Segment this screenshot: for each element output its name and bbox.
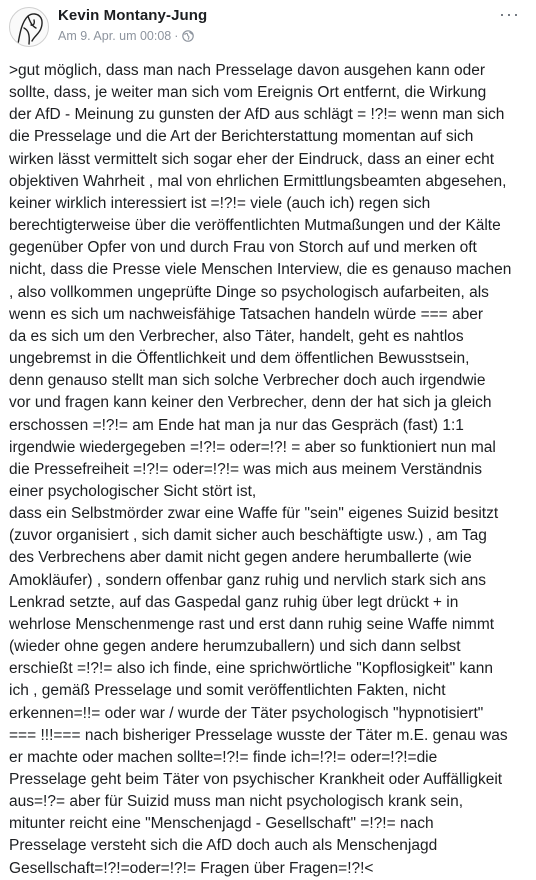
post-text-line: === !!!=== nach bisheriger Presselage wusste der Täter m.E. genau was <box>9 726 508 744</box>
post-text-line: Presselage versteht sich die AfD doch auch als Menschenjagd <box>9 837 438 855</box>
post-text-line: die Pressefreiheit =!?!= oder=!?!= was mich aus meinem Verständnis <box>9 460 482 478</box>
post-text-line: sollte, dass, je weiter man sich vom Ereignis Ort entfernt, die Wirkung <box>9 84 487 102</box>
post-text-line: gegenüber Opfer von und durch Frau von Storch auf und merken oft <box>9 239 477 257</box>
post-text-line: erschießt =!?!= also ich finde, eine sprichwörtliche "Kopflosigkeit" kann <box>9 660 494 678</box>
post-text-line: einer psychologischer Sicht stört ist, <box>9 482 257 500</box>
post-text-line: Gesellschaft=!?!=oder=!?!= Fragen über Fragen=!?!< <box>9 859 374 877</box>
author-name[interactable]: Kevin Montany-Jung <box>58 7 208 24</box>
post-text-line: ich , gemäß Presselage und somit veröffentlichten Fakten, nicht <box>9 682 446 700</box>
post-text-line: wenn es sich um nachweisfähige Tatsachen handeln würde === aber <box>9 305 484 323</box>
post-text-line: >gut möglich, dass man nach Presselage davon ausgehen kann oder <box>9 62 486 79</box>
line-drawing-avatar-icon <box>10 8 49 47</box>
post-text-line: ungebremst in die Öffentlichkeit und dem öffentlichen Bewusstsein, <box>9 350 470 368</box>
post-text-line: die Presselage und die Art der Berichterstattung momentan auf sich <box>9 128 474 146</box>
post-text-line: wehrlose Menschenmenge rast und erst dann ruhig seine Waffe nimmt <box>9 615 495 633</box>
post-text-line: erschossen =!?!= am Ende hat man ja nur das Gespräch (fast) 1:1 <box>9 416 464 434</box>
post-meta <box>58 29 194 43</box>
post-text-line: (zuvor organisiert , sich damit sicher auch beschäftigte usw.) , am Tag <box>9 527 487 545</box>
post-text-line: nicht, dass die Presse viele Menschen Interview, die es genauso machen <box>9 261 512 279</box>
post-text-line: vor und fragen kann keiner den Verbrecher, denn der hat sich ja gleich <box>9 394 492 412</box>
post-text-line: denn genauso stellt man sich solche Verbrecher doch auch irgendwie <box>9 372 486 390</box>
globe-icon[interactable] <box>182 30 194 42</box>
post-text-line: , also vollkommen ungeprüfte Dinge so psychologisch aufarbeiten, als <box>9 283 489 301</box>
avatar[interactable] <box>9 7 49 47</box>
post-text <box>9 60 529 880</box>
post-text-line: dass ein Selbstmörder zwar eine Waffe für "sein" eigenes Suizid besitzt <box>9 505 499 523</box>
post-text-line: irgendwie wiedergegeben =!?!= oder=!?! = aber so funktioniert nun mal <box>9 438 496 456</box>
post-text-line: des Verbrechens aber damit nicht gegen andere herumballerte (wie <box>9 549 472 567</box>
post-text-line: Presselage geht beim Täter von psychischer Krankheit oder Auffälligkeit <box>9 771 503 788</box>
post-text-line: erkennen=!!= oder war / wurde der Täter psychologisch "hypnotisiert" <box>9 704 484 722</box>
post-text-line: keiner wirklich interessiert ist =!?!= viele (auch ich) regen sich <box>9 194 431 212</box>
post-text-line: berechtigterweise über die veröffentlichten Mutmaßungen und der Kälte <box>9 217 501 235</box>
post-timestamp[interactable]: Am 9. Apr. um 00:08 <box>58 29 172 43</box>
post-text-line: Lenkrad setzte, auf das Gaspedal ganz ruhig über legt drückt + in <box>9 593 459 611</box>
post-text-line: Amokläufer) , sondern offenbar ganz ruhig und nervlich stark sich ans <box>9 571 487 589</box>
post-text-line: (wieder ohne gegen andere herumzuballern) und sich dann selbst <box>9 638 461 656</box>
post-text-line: wirken lässt vermittelt sich sogar eher der Eindruck, dass an einer echt <box>9 150 495 168</box>
post-header <box>0 0 536 56</box>
post-text-line: objektiven Wahrheit , mal von ehrlichen Ermittlungsbeamten abgesehen, <box>9 172 507 190</box>
more-options-button[interactable]: ··· <box>499 4 520 24</box>
meta-separator: · <box>174 29 179 43</box>
post-text-line: mitunter reicht eine "Menschenjagd - Gesellschaft" =!?!= nach <box>9 815 434 833</box>
post-text-line: da es sich um den Verbrecher, also Täter, handelt, geht es nahtlos <box>9 327 464 345</box>
post-text-line: der AfD - Meinung zu gunsten der AfD aus schlägt = !?!= wenn man sich <box>9 106 505 124</box>
post-text-line: aus=!?= aber für Suizid muss man nicht psychologisch krank sein, <box>9 793 464 811</box>
post-text-line: er machte oder machen sollte=!?!= finde ich=!?!= oder=!?!=die <box>9 748 438 766</box>
